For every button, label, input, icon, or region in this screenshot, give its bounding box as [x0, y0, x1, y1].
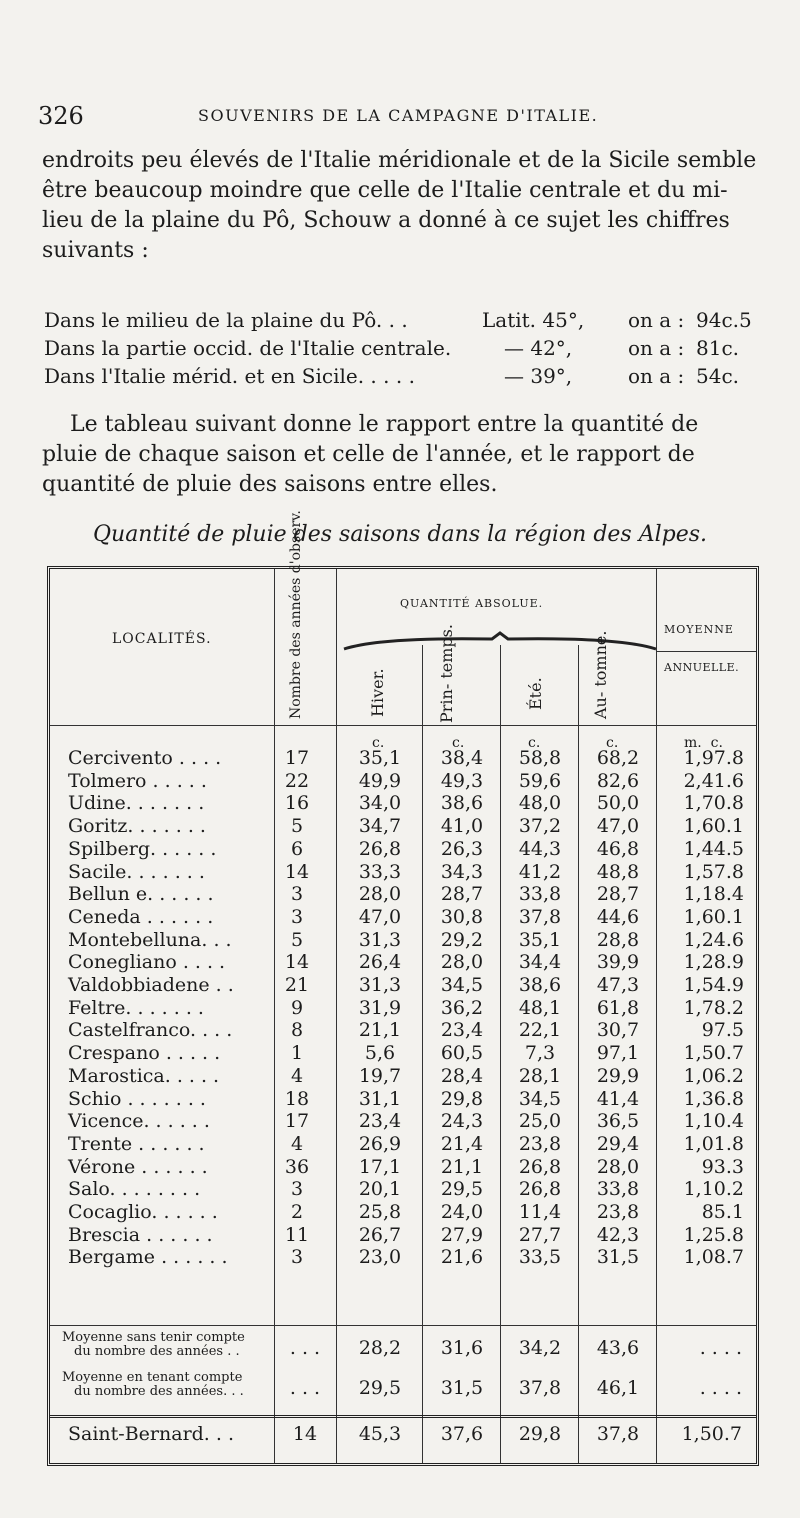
cell-nombre: 1: [290, 1042, 304, 1065]
running-title: SOUVENIRS DE LA CAMPAGNE D'ITALIE.: [198, 106, 599, 125]
cell-printemps: 29,8: [440, 1087, 484, 1110]
cell-automne: 33,8: [596, 1178, 640, 1201]
cell-nombre: 3: [290, 1178, 304, 1201]
cell-nombre: 4: [290, 1064, 304, 1087]
cell-automne: 23,8: [596, 1201, 640, 1223]
table-row: [50, 906, 756, 929]
cell-ete: 33,8: [518, 883, 562, 906]
cell-printemps: 41,0: [440, 815, 484, 838]
cell-automne: 46,8: [596, 837, 640, 860]
cell-nombre: 3: [290, 905, 304, 928]
cell-localite: Montebelluna. . .: [68, 928, 232, 951]
cell-printemps: 49,3: [440, 769, 484, 792]
table-row: [50, 770, 756, 793]
cell-moyenne: 1,44.5: [683, 837, 744, 860]
unit-label: m. c.: [684, 735, 723, 751]
cell-printemps: 31,6: [440, 1337, 484, 1359]
cell-automne: 97,1: [596, 1042, 640, 1065]
header-hiver: Hiver.: [368, 668, 387, 718]
cell-nombre: 5: [290, 928, 304, 951]
cell-automne: 47,3: [596, 974, 640, 996]
cell-moyenne: 1,24.6: [683, 928, 744, 951]
cell-ete: 44,3: [518, 837, 562, 860]
cell-nombre: 4: [290, 1132, 304, 1155]
cell-nombre: 2: [290, 1201, 304, 1223]
cell-printemps: 28,0: [440, 951, 484, 974]
cell-automne: 28,7: [596, 883, 640, 906]
table-row-saint-bernard: [50, 1421, 756, 1455]
cell-moyenne: 1,01.8: [683, 1132, 744, 1155]
cell-moyenne: . . . .: [699, 1377, 742, 1399]
cell-ete: 27,7: [518, 1223, 562, 1246]
cell-hiver: 19,7: [358, 1064, 402, 1087]
list-item: [44, 336, 766, 364]
table-row: [50, 815, 756, 838]
cell-hiver: 17,1: [358, 1155, 402, 1178]
cell-localite: Spilberg. . . . . .: [68, 837, 217, 860]
cell-localite: Bellun e. . . . . .: [68, 883, 214, 906]
cell-hiver: 47,0: [358, 905, 402, 928]
table-row: [50, 1246, 756, 1269]
cell-nombre: 14: [292, 1423, 318, 1445]
cell-printemps: 34,3: [440, 860, 484, 883]
average-row-weighted: [50, 1369, 756, 1409]
cell-nombre: . . .: [289, 1337, 321, 1359]
cell-nombre: 36: [284, 1155, 310, 1178]
cell-moyenne: 1,70.8: [683, 792, 744, 815]
cell-printemps: 21,6: [440, 1246, 484, 1269]
cell-localite: Saint-Bernard. . .: [68, 1423, 235, 1445]
cell-printemps: 28,4: [440, 1064, 484, 1087]
table-row: [50, 1065, 756, 1088]
cell-nombre: 6: [290, 837, 304, 860]
cell-hiver: 31,1: [358, 1087, 402, 1110]
cell-ete: 41,2: [518, 860, 562, 883]
cell-hiver: 33,3: [358, 860, 402, 883]
cell-nombre: 9: [290, 996, 304, 1019]
cell-localite: Goritz. . . . . . .: [68, 815, 206, 838]
cell-hiver: 20,1: [358, 1178, 402, 1201]
cell-nombre: 11: [284, 1223, 310, 1246]
list-on-a: on a :: [628, 308, 685, 332]
text-line: endroits peu élevés de l'Italie méridionale et de la Sicile semble: [42, 148, 757, 173]
cell-hiver: 5,6: [364, 1042, 396, 1065]
cell-moyenne: 1,54.9: [683, 974, 744, 996]
table-row: [50, 974, 756, 997]
table-row: [50, 929, 756, 952]
paragraph-2: [42, 410, 758, 500]
cell-ete: 48,1: [518, 996, 562, 1019]
cell-hiver: 34,0: [358, 792, 402, 815]
cell-moyenne: 1,50.7: [683, 1042, 744, 1065]
cell-ete: 28,1: [518, 1064, 562, 1087]
list-place: Dans l'Italie mérid. et en Sicile. . . . .: [44, 364, 415, 388]
cell-printemps: 36,2: [440, 996, 484, 1019]
cell-moyenne: 1,10.2: [683, 1178, 744, 1201]
cell-hiver: 29,5: [358, 1377, 402, 1399]
cell-printemps: 29,2: [440, 928, 484, 951]
cell-moyenne: 1,18.4: [683, 883, 744, 906]
cell-hiver: 28,2: [358, 1337, 402, 1359]
cell-printemps: 30,8: [440, 905, 484, 928]
cell-moyenne: 1,78.2: [683, 996, 744, 1019]
text-line: pluie de chaque saison et celle de l'année, et le rapport de: [42, 442, 695, 467]
table-row: [50, 1201, 756, 1224]
cell-automne: 46,1: [596, 1377, 640, 1399]
cell-automne: 48,8: [596, 860, 640, 883]
table-rule: [50, 1415, 756, 1418]
paragraph-1: [42, 146, 758, 266]
list-item: [44, 364, 766, 392]
cell-printemps: 29,5: [440, 1178, 484, 1201]
cell-moyenne: 1,06.2: [683, 1064, 744, 1087]
cell-nombre: 16: [284, 792, 310, 815]
cell-ete: 25,0: [518, 1110, 562, 1133]
cell-moyenne: 1,60.1: [683, 905, 744, 928]
header-ete: Été.: [526, 677, 545, 711]
cell-printemps: 26,3: [440, 837, 484, 860]
cell-automne: 39,9: [596, 951, 640, 974]
cell-hiver: 31,9: [358, 996, 402, 1019]
cell-moyenne: 1,36.8: [683, 1087, 744, 1110]
latitude-list: [44, 308, 766, 392]
cell-nombre: 14: [284, 860, 310, 883]
cell-automne: 29,9: [596, 1064, 640, 1087]
list-place: Dans le milieu de la plaine du Pô. . .: [44, 308, 408, 332]
cell-moyenne: 93.3: [701, 1155, 744, 1178]
list-latitude: — 42°,: [504, 336, 573, 360]
cell-ete: 33,5: [518, 1246, 562, 1269]
cell-nombre: 21: [284, 974, 310, 996]
cell-hiver: 21,1: [358, 1019, 402, 1042]
cell-hiver: 31,3: [358, 974, 402, 996]
cell-hiver: 35,1: [358, 747, 402, 769]
cell-automne: 82,6: [596, 769, 640, 792]
cell-printemps: 21,1: [440, 1155, 484, 1178]
cell-automne: 61,8: [596, 996, 640, 1019]
table-row: [50, 997, 756, 1020]
cell-automne: 36,5: [596, 1110, 640, 1133]
average-label: du nombre des années. . .: [74, 1384, 244, 1399]
average-label: Moyenne en tenant compte: [62, 1370, 243, 1385]
text-line: lieu de la plaine du Pô, Schouw a donné à ce sujet les chiffres: [42, 208, 730, 233]
cell-ete: 34,4: [518, 951, 562, 974]
unit-label: c.: [452, 735, 465, 751]
cell-automne: 44,6: [596, 905, 640, 928]
table-row: [50, 1178, 756, 1201]
table-row: [50, 1019, 756, 1042]
table-row: [50, 747, 756, 770]
cell-hiver: 26,4: [358, 951, 402, 974]
cell-nombre: 17: [284, 747, 310, 769]
cell-nombre: 14: [284, 951, 310, 974]
cell-localite: Salo. . . . . . . .: [68, 1178, 201, 1201]
cell-automne: 42,3: [596, 1223, 640, 1246]
page-header: [38, 100, 758, 132]
cell-printemps: 21,4: [440, 1132, 484, 1155]
list-on-a: on a :: [628, 364, 685, 388]
cell-localite: Feltre. . . . . . .: [68, 996, 204, 1019]
text-line: quantité de pluie des saisons entre elles.: [42, 472, 498, 497]
cell-nombre: 3: [290, 1246, 304, 1269]
list-value: 54c.: [696, 364, 740, 388]
list-value: 81c.: [696, 336, 740, 360]
header-nombre: Nombre des années d'observ.: [288, 510, 304, 719]
cell-moyenne: 1,50.7: [681, 1423, 742, 1445]
cell-printemps: 24,3: [440, 1110, 484, 1133]
cell-automne: 31,5: [596, 1246, 640, 1269]
text-line: être beaucoup moindre que celle de l'Italie centrale et du mi-: [42, 178, 728, 203]
cell-hiver: 34,7: [358, 815, 402, 838]
cell-ete: 58,8: [518, 747, 562, 769]
list-value: 94c.5: [696, 308, 752, 332]
cell-ete: 29,8: [518, 1423, 562, 1445]
cell-printemps: 28,7: [440, 883, 484, 906]
table-rule: [50, 1325, 756, 1326]
header-rule: [50, 725, 756, 726]
cell-localite: Vérone . . . . . .: [68, 1155, 208, 1178]
header-rule: [656, 651, 756, 652]
average-row-simple: [50, 1329, 756, 1369]
cell-printemps: 24,0: [440, 1201, 484, 1223]
cell-nombre: . . .: [289, 1377, 321, 1399]
cell-hiver: 26,9: [358, 1132, 402, 1155]
cell-localite: Crespano . . . . .: [68, 1042, 221, 1065]
cell-printemps: 38,4: [440, 747, 484, 769]
list-latitude: — 39°,: [504, 364, 573, 388]
table-row: [50, 1088, 756, 1111]
cell-ete: 35,1: [518, 928, 562, 951]
cell-localite: Vicence. . . . . .: [68, 1110, 210, 1133]
cell-nombre: 5: [290, 815, 304, 838]
cell-moyenne: 1,28.9: [683, 951, 744, 974]
cell-hiver: 23,0: [358, 1246, 402, 1269]
cell-automne: 28,0: [596, 1155, 640, 1178]
header-quantite-absolue: QUANTITÉ ABSOLUE.: [400, 597, 544, 610]
cell-hiver: 26,8: [358, 837, 402, 860]
cell-localite: Valdobbiadene . .: [68, 974, 234, 996]
cell-moyenne: 1,60.1: [683, 815, 744, 838]
cell-moyenne: 1,08.7: [683, 1246, 744, 1269]
cell-automne: 30,7: [596, 1019, 640, 1042]
cell-nombre: 22: [284, 769, 310, 792]
cell-hiver: 31,3: [358, 928, 402, 951]
unit-label: c.: [528, 735, 541, 751]
unit-label: c.: [606, 735, 619, 751]
cell-hiver: 26,7: [358, 1223, 402, 1246]
cell-localite: Ceneda . . . . . .: [68, 905, 214, 928]
cell-ete: 7,3: [524, 1042, 556, 1065]
list-latitude: Latit. 45°,: [482, 308, 585, 332]
cell-localite: Cocaglio. . . . . .: [68, 1201, 218, 1223]
table-row: [50, 883, 756, 906]
cell-nombre: 8: [290, 1019, 304, 1042]
cell-nombre: 17: [284, 1110, 310, 1133]
cell-moyenne: 1,10.4: [683, 1110, 744, 1133]
table-row: [50, 1156, 756, 1179]
cell-hiver: 49,9: [358, 769, 402, 792]
page-number: 326: [38, 102, 84, 130]
table-row: [50, 1133, 756, 1156]
cell-localite: Brescia . . . . . .: [68, 1223, 213, 1246]
cell-printemps: 23,4: [440, 1019, 484, 1042]
cell-hiver: 23,4: [358, 1110, 402, 1133]
cell-ete: 22,1: [518, 1019, 562, 1042]
cell-moyenne: 1,57.8: [683, 860, 744, 883]
cell-ete: 34,5: [518, 1087, 562, 1110]
cell-moyenne: 1,25.8: [683, 1223, 744, 1246]
cell-automne: 43,6: [596, 1337, 640, 1359]
cell-ete: 34,2: [518, 1337, 562, 1359]
cell-localite: Bergame . . . . . .: [68, 1246, 228, 1269]
cell-automne: 41,4: [596, 1087, 640, 1110]
cell-moyenne: 1,97.8: [683, 747, 744, 769]
cell-hiver: 28,0: [358, 883, 402, 906]
cell-printemps: 31,5: [440, 1377, 484, 1399]
cell-automne: 68,2: [596, 747, 640, 769]
cell-automne: 37,8: [596, 1423, 640, 1445]
brace-icon: [342, 631, 658, 651]
cell-ete: 37,2: [518, 815, 562, 838]
cell-ete: 37,8: [518, 1377, 562, 1399]
header-localites: LOCALITÉS.: [112, 631, 212, 647]
cell-localite: Tolmero . . . . .: [68, 769, 207, 792]
header-printemps: Prin- temps.: [437, 624, 456, 723]
list-place: Dans la partie occid. de l'Italie centrale.: [44, 336, 452, 360]
cell-localite: Udine. . . . . . .: [68, 792, 205, 815]
table-row: [50, 1110, 756, 1133]
list-item: [44, 308, 766, 336]
cell-automne: 28,8: [596, 928, 640, 951]
cell-moyenne: 2,41.6: [683, 769, 744, 792]
cell-moyenne: 85.1: [701, 1201, 744, 1223]
average-label: Moyenne sans tenir compte: [62, 1330, 245, 1345]
cell-nombre: 3: [290, 883, 304, 906]
cell-printemps: 34,5: [440, 974, 484, 996]
cell-moyenne: 97.5: [701, 1019, 744, 1042]
cell-hiver: 25,8: [358, 1201, 402, 1223]
table-caption: Quantité de pluie des saisons dans la région des Alpes.: [92, 522, 708, 547]
table-row: [50, 838, 756, 861]
cell-ete: 59,6: [518, 769, 562, 792]
table-row: [50, 792, 756, 815]
cell-localite: Cercivento . . . .: [68, 747, 222, 769]
cell-printemps: 38,6: [440, 792, 484, 815]
cell-automne: 50,0: [596, 792, 640, 815]
cell-printemps: 60,5: [440, 1042, 484, 1065]
table-row: [50, 861, 756, 884]
table-row: [50, 1042, 756, 1065]
list-on-a: on a :: [628, 336, 685, 360]
text-line: Le tableau suivant donne le rapport entre la quantité de: [70, 412, 699, 437]
cell-ete: 38,6: [518, 974, 562, 996]
cell-automne: 47,0: [596, 815, 640, 838]
cell-printemps: 27,9: [440, 1223, 484, 1246]
cell-nombre: 18: [284, 1087, 310, 1110]
average-label: du nombre des années . .: [74, 1344, 240, 1359]
cell-ete: 11,4: [518, 1201, 562, 1223]
cell-ete: 26,8: [518, 1155, 562, 1178]
cell-ete: 26,8: [518, 1178, 562, 1201]
cell-printemps: 37,6: [440, 1423, 484, 1445]
cell-moyenne: . . . .: [699, 1337, 742, 1359]
cell-ete: 37,8: [518, 905, 562, 928]
cell-localite: Sacile. . . . . . .: [68, 860, 205, 883]
cell-localite: Conegliano . . . .: [68, 951, 226, 974]
header-annuelle: ANNUELLE.: [664, 661, 740, 674]
cell-localite: Trente . . . . . .: [68, 1132, 205, 1155]
text-line: suivants :: [42, 238, 149, 263]
header-moyenne: MOYENNE: [664, 623, 734, 636]
cell-localite: Schio . . . . . . .: [68, 1087, 206, 1110]
header-automne: Au- tomne.: [591, 630, 610, 719]
cell-localite: Marostica. . . . .: [68, 1064, 220, 1087]
table-row: [50, 1224, 756, 1247]
cell-localite: Castelfranco. . . .: [68, 1019, 233, 1042]
cell-ete: 23,8: [518, 1132, 562, 1155]
table-row: [50, 951, 756, 974]
unit-label: c.: [372, 735, 385, 751]
cell-ete: 48,0: [518, 792, 562, 815]
cell-automne: 29,4: [596, 1132, 640, 1155]
cell-hiver: 45,3: [358, 1423, 402, 1445]
